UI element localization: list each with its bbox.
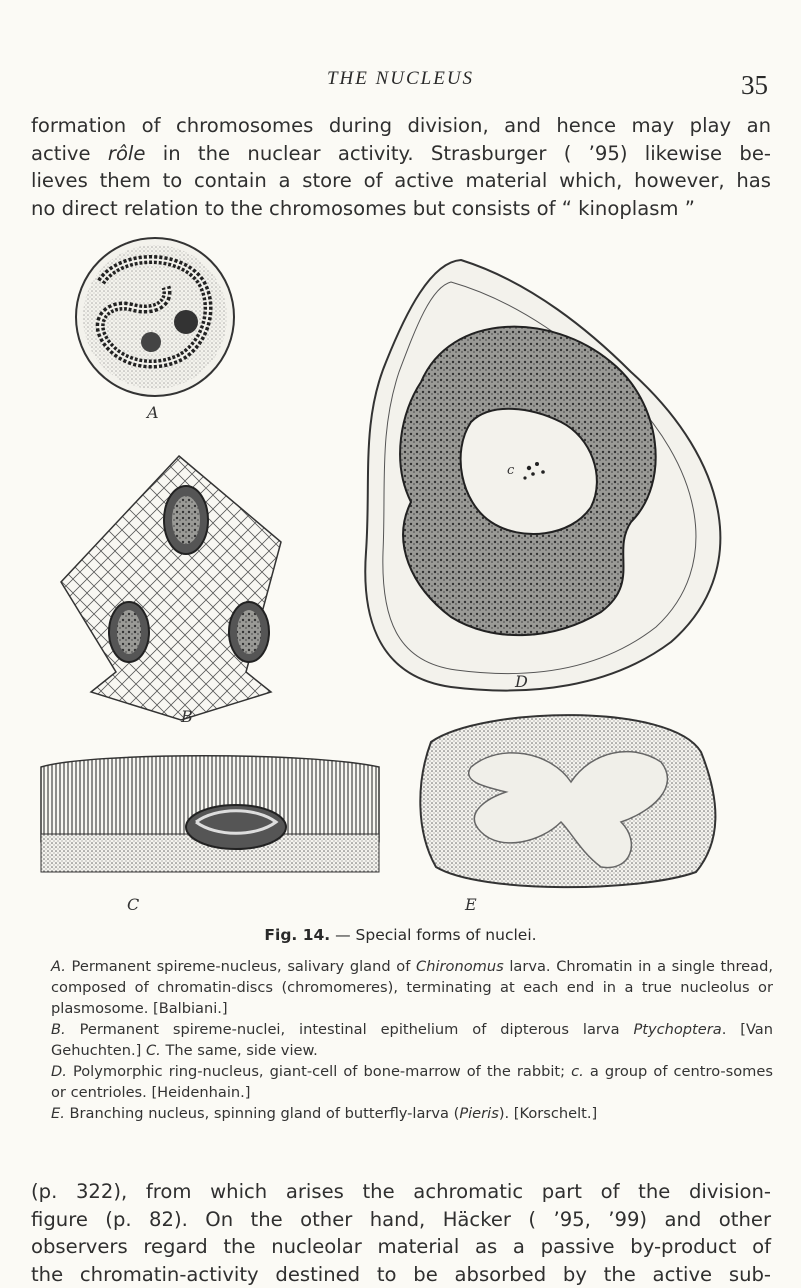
species-name: Chironomus	[416, 958, 504, 975]
figure-caption-title	[0, 926, 801, 944]
figure-a	[76, 238, 234, 422]
caption-text: larva. Chromatin in a single thread, composed of chromatin-discs (chromomeres), terminating at each end in a true nucleolus or plasmosome. [Balbiani.]	[51, 958, 773, 1017]
caption-item-b	[31, 1019, 773, 1061]
caption-item-a	[31, 956, 773, 1019]
caption-letter: A.	[51, 958, 66, 975]
figure-title: — Special forms of nuclei.	[330, 926, 536, 944]
caption-item-e	[31, 1103, 773, 1124]
label-b: B	[180, 707, 193, 726]
text-line: (p. 322), from which arises the achromatic part of the division-	[31, 1178, 771, 1206]
figure-number: Fig. 14.	[264, 926, 330, 944]
caption-text: Branching nucleus, spinning gland of butterfly-larva (	[65, 1105, 459, 1122]
text-line: observers regard the nucleolar material as a passive by-product of	[31, 1233, 771, 1261]
figure-illustration	[31, 222, 771, 924]
label-c: C	[127, 895, 139, 914]
label-e: E	[464, 895, 477, 914]
caption-letter: C.	[146, 1042, 161, 1059]
caption-letter: B.	[51, 1021, 66, 1038]
species-name: Ptychoptera	[633, 1021, 721, 1038]
emphasis-role: rôle	[108, 142, 146, 165]
page-header	[0, 64, 801, 104]
text-run: active	[31, 142, 108, 165]
bottom-paragraph	[31, 1178, 771, 1288]
text-line: no direct relation to the chromosomes but consists of “ kinoplasm ”	[31, 195, 771, 223]
label-d: D	[514, 672, 528, 691]
figure-e	[420, 715, 715, 914]
figure-14	[31, 222, 771, 924]
text-line: formation of chromosomes during division, and hence may play an	[31, 112, 771, 140]
label-c-small: c	[507, 463, 515, 478]
text-line: the chromatin-activity destined to be absorbed by the active sub-	[31, 1261, 771, 1288]
figure-c	[41, 756, 379, 914]
caption-item-d	[31, 1061, 773, 1103]
figure-caption	[31, 956, 773, 1124]
figure-b	[61, 456, 281, 726]
text-line	[31, 140, 771, 168]
top-paragraph	[31, 112, 771, 222]
caption-text: a group of centro-somes or centrioles. [Heidenhain.]	[51, 1063, 773, 1101]
caption-text: Permanent spireme-nuclei, intestinal epithelium of dipterous larva	[66, 1021, 634, 1038]
caption-text: Polymorphic ring-nucleus, giant-cell of bone-marrow of the rabbit;	[67, 1063, 571, 1080]
caption-text: ). [Korschelt.]	[499, 1105, 597, 1122]
caption-text: Permanent spireme-nucleus, salivary gland of	[66, 958, 416, 975]
text-run: in the nuclear activity. Strasburger ( ’95) likewise be-	[145, 142, 771, 165]
running-head: THE NUCLEUS	[0, 68, 801, 90]
caption-text: The same, side view.	[161, 1042, 318, 1059]
label-a: A	[145, 403, 159, 422]
text-line: figure (p. 82). On the other hand, Häcker ( ’95, ’99) and other	[31, 1206, 771, 1234]
caption-letter: D.	[51, 1063, 67, 1080]
caption-text: . [Van Gehuchten.]	[51, 1021, 773, 1059]
page-number: 35	[741, 70, 768, 101]
species-name: Pieris	[459, 1105, 499, 1122]
caption-letter: E.	[51, 1105, 65, 1122]
text-line: lieves them to contain a store of active material which, however, has	[31, 167, 771, 195]
figure-d	[365, 260, 720, 691]
caption-letter: c.	[571, 1063, 584, 1080]
